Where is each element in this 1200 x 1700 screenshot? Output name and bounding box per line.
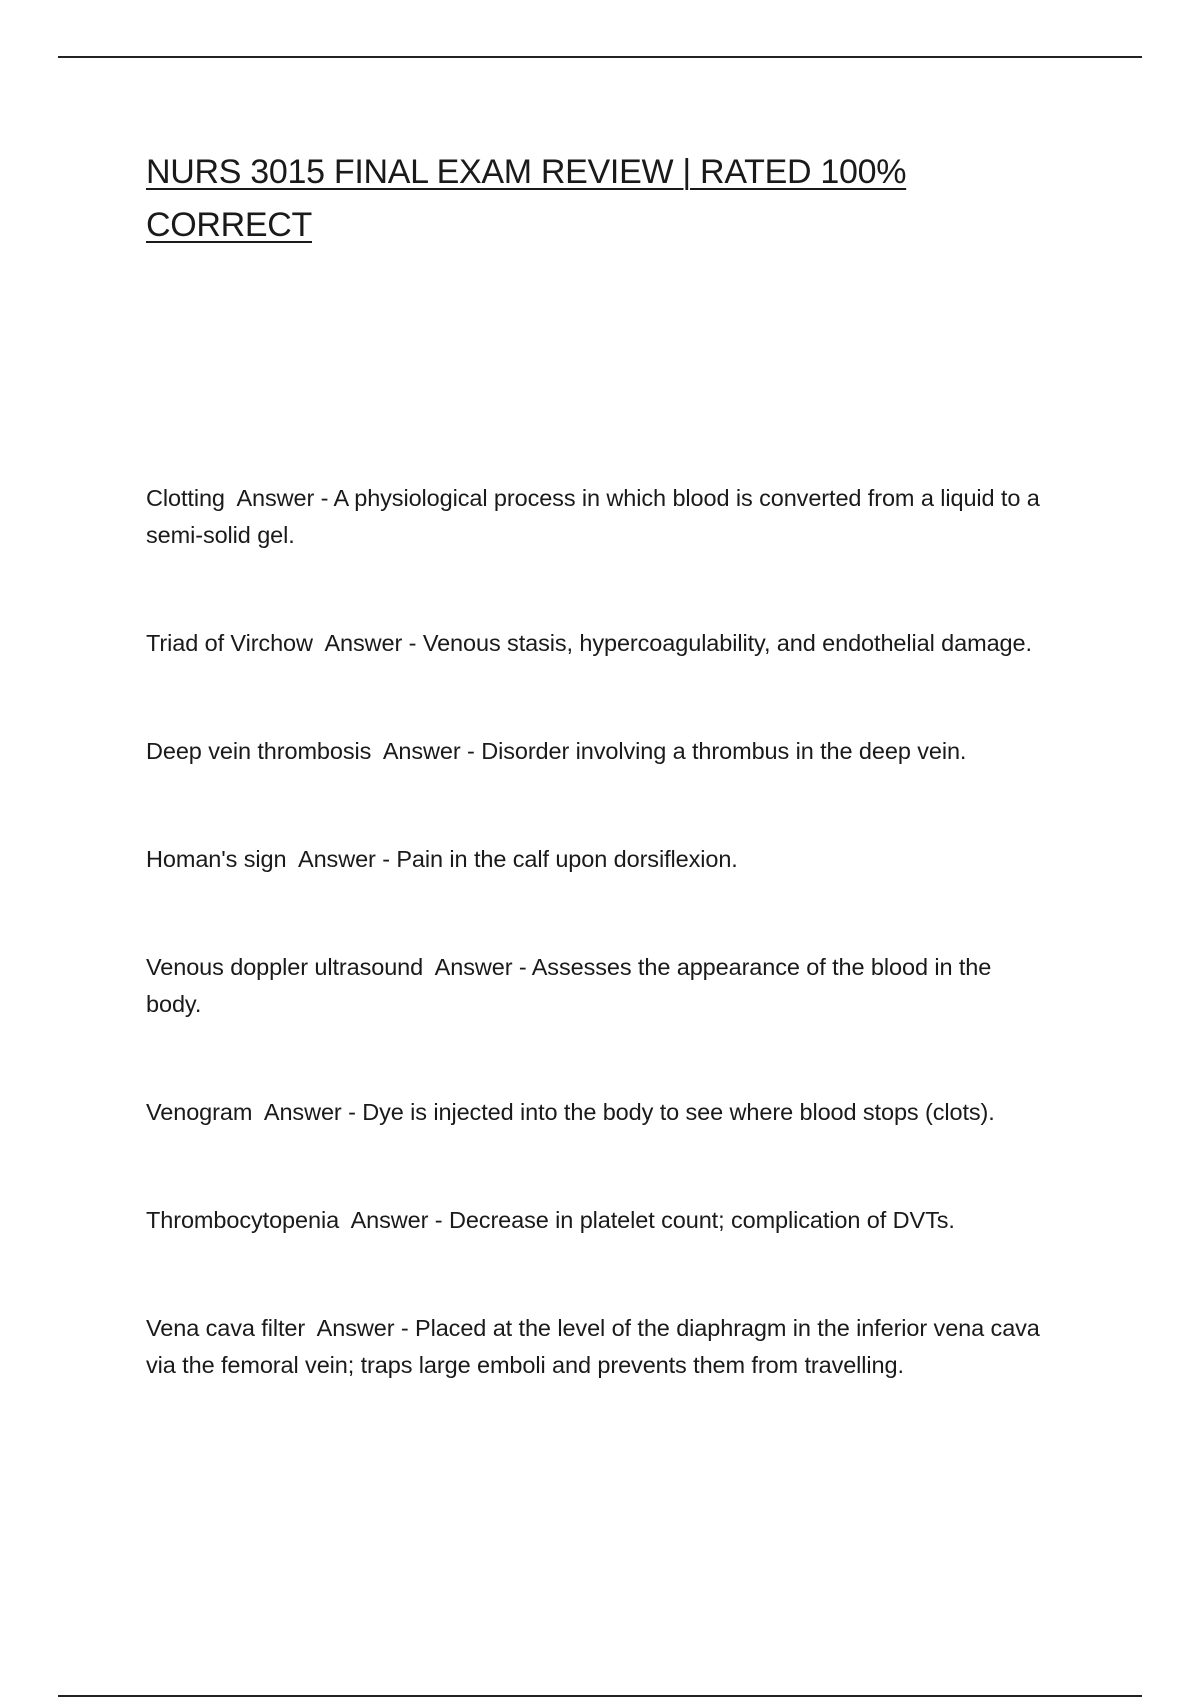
qa-answer: Decrease in platelet count; complication of DVTs. xyxy=(448,1207,955,1233)
qa-term: Clotting xyxy=(146,485,225,511)
qa-answer-label: Answer - xyxy=(350,1207,443,1233)
qa-answer: Pain in the calf upon dorsiflexion. xyxy=(396,846,738,872)
qa-list xyxy=(146,480,1046,1455)
qa-entry xyxy=(146,1310,1046,1384)
qa-answer-label: Answer - xyxy=(298,846,390,872)
qa-answer-label: Answer - xyxy=(236,485,329,511)
qa-entry xyxy=(146,841,1046,878)
qa-answer-label: Answer - xyxy=(434,954,527,980)
qa-answer-label: Answer - xyxy=(382,738,475,764)
qa-entry xyxy=(146,1202,1046,1239)
qa-answer: Venous stasis, hypercoagulability, and endothelial damage. xyxy=(422,630,1032,656)
qa-answer: A physiological process in which blood is converted from a liquid to a semi-solid gel. xyxy=(146,485,1040,548)
qa-answer: Dye is injected into the body to see where blood stops (clots). xyxy=(362,1099,995,1125)
qa-answer-label: Answer - xyxy=(316,1315,409,1341)
qa-answer-label: Answer - xyxy=(263,1099,356,1125)
qa-term: Homan's sign xyxy=(146,846,287,872)
qa-entry xyxy=(146,1094,1046,1131)
qa-term: Venogram xyxy=(146,1099,253,1125)
qa-answer: Placed at the level of the diaphragm in the inferior vena cava via the femoral vein; traps large emboli and prevents them from travelling. xyxy=(146,1315,1040,1378)
qa-answer-label: Answer - xyxy=(324,630,417,656)
qa-entry xyxy=(146,733,1046,770)
qa-answer: Disorder involving a thrombus in the deep vein. xyxy=(481,738,967,764)
qa-entry xyxy=(146,480,1046,554)
qa-entry xyxy=(146,625,1046,662)
page-bottom-rule xyxy=(58,1695,1142,1697)
qa-entry xyxy=(146,949,1046,1023)
qa-term: Triad of Virchow xyxy=(146,630,313,656)
page-top-rule xyxy=(58,56,1142,58)
qa-term: Deep vein thrombosis xyxy=(146,738,372,764)
document-title: NURS 3015 FINAL EXAM REVIEW | RATED 100% CORRECT xyxy=(146,153,907,244)
qa-term: Venous doppler ultrasound xyxy=(146,954,424,980)
qa-term: Vena cava filter xyxy=(146,1315,306,1341)
qa-answer: Assesses the appearance of the blood in the body. xyxy=(146,954,992,1017)
qa-term: Thrombocytopenia xyxy=(146,1207,340,1233)
